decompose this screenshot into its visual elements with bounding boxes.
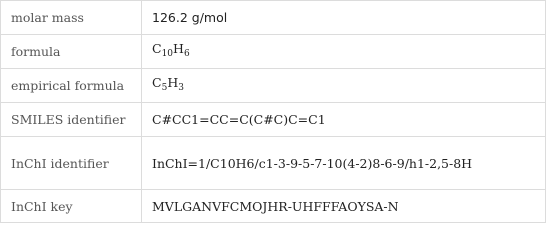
formula-element: C [152, 41, 162, 56]
formula-subscript: 6 [183, 49, 190, 59]
inchi-value: InChI=1/C10H6/c1-3-9-5-7-10(4-2)8-6-9/h1-2,5-8H [142, 137, 546, 190]
formula-label: formula [1, 35, 142, 69]
table-row [1, 69, 546, 103]
table-row [1, 103, 546, 137]
inchi-key-value: MVLGANVFCMOJHR-UHFFFAOYSA-N [142, 190, 546, 223]
formula-subscript: 3 [178, 83, 184, 93]
table-row [1, 35, 546, 69]
inchi-label: InChI identifier [1, 137, 142, 190]
molar-mass-label: molar mass [1, 1, 142, 35]
formula-element: C [152, 75, 162, 90]
empirical-formula-value [142, 69, 546, 103]
formula-subscript: 5 [161, 83, 168, 93]
formula-element: H [173, 41, 184, 56]
formula-value [142, 35, 546, 69]
inchi-key-label: InChI key [1, 190, 142, 223]
table-row [1, 1, 546, 35]
formula-element: H [167, 75, 179, 90]
empirical-formula-label: empirical formula [1, 69, 142, 103]
table-row [1, 137, 546, 190]
smiles-label: SMILES identifier [1, 103, 142, 137]
molar-mass-value: 126.2 g/mol [142, 1, 546, 35]
table-row [1, 190, 546, 223]
formula-subscript: 10 [161, 49, 174, 59]
smiles-value: C#CC1=CC=C(C#C)C=C1 [142, 103, 546, 137]
